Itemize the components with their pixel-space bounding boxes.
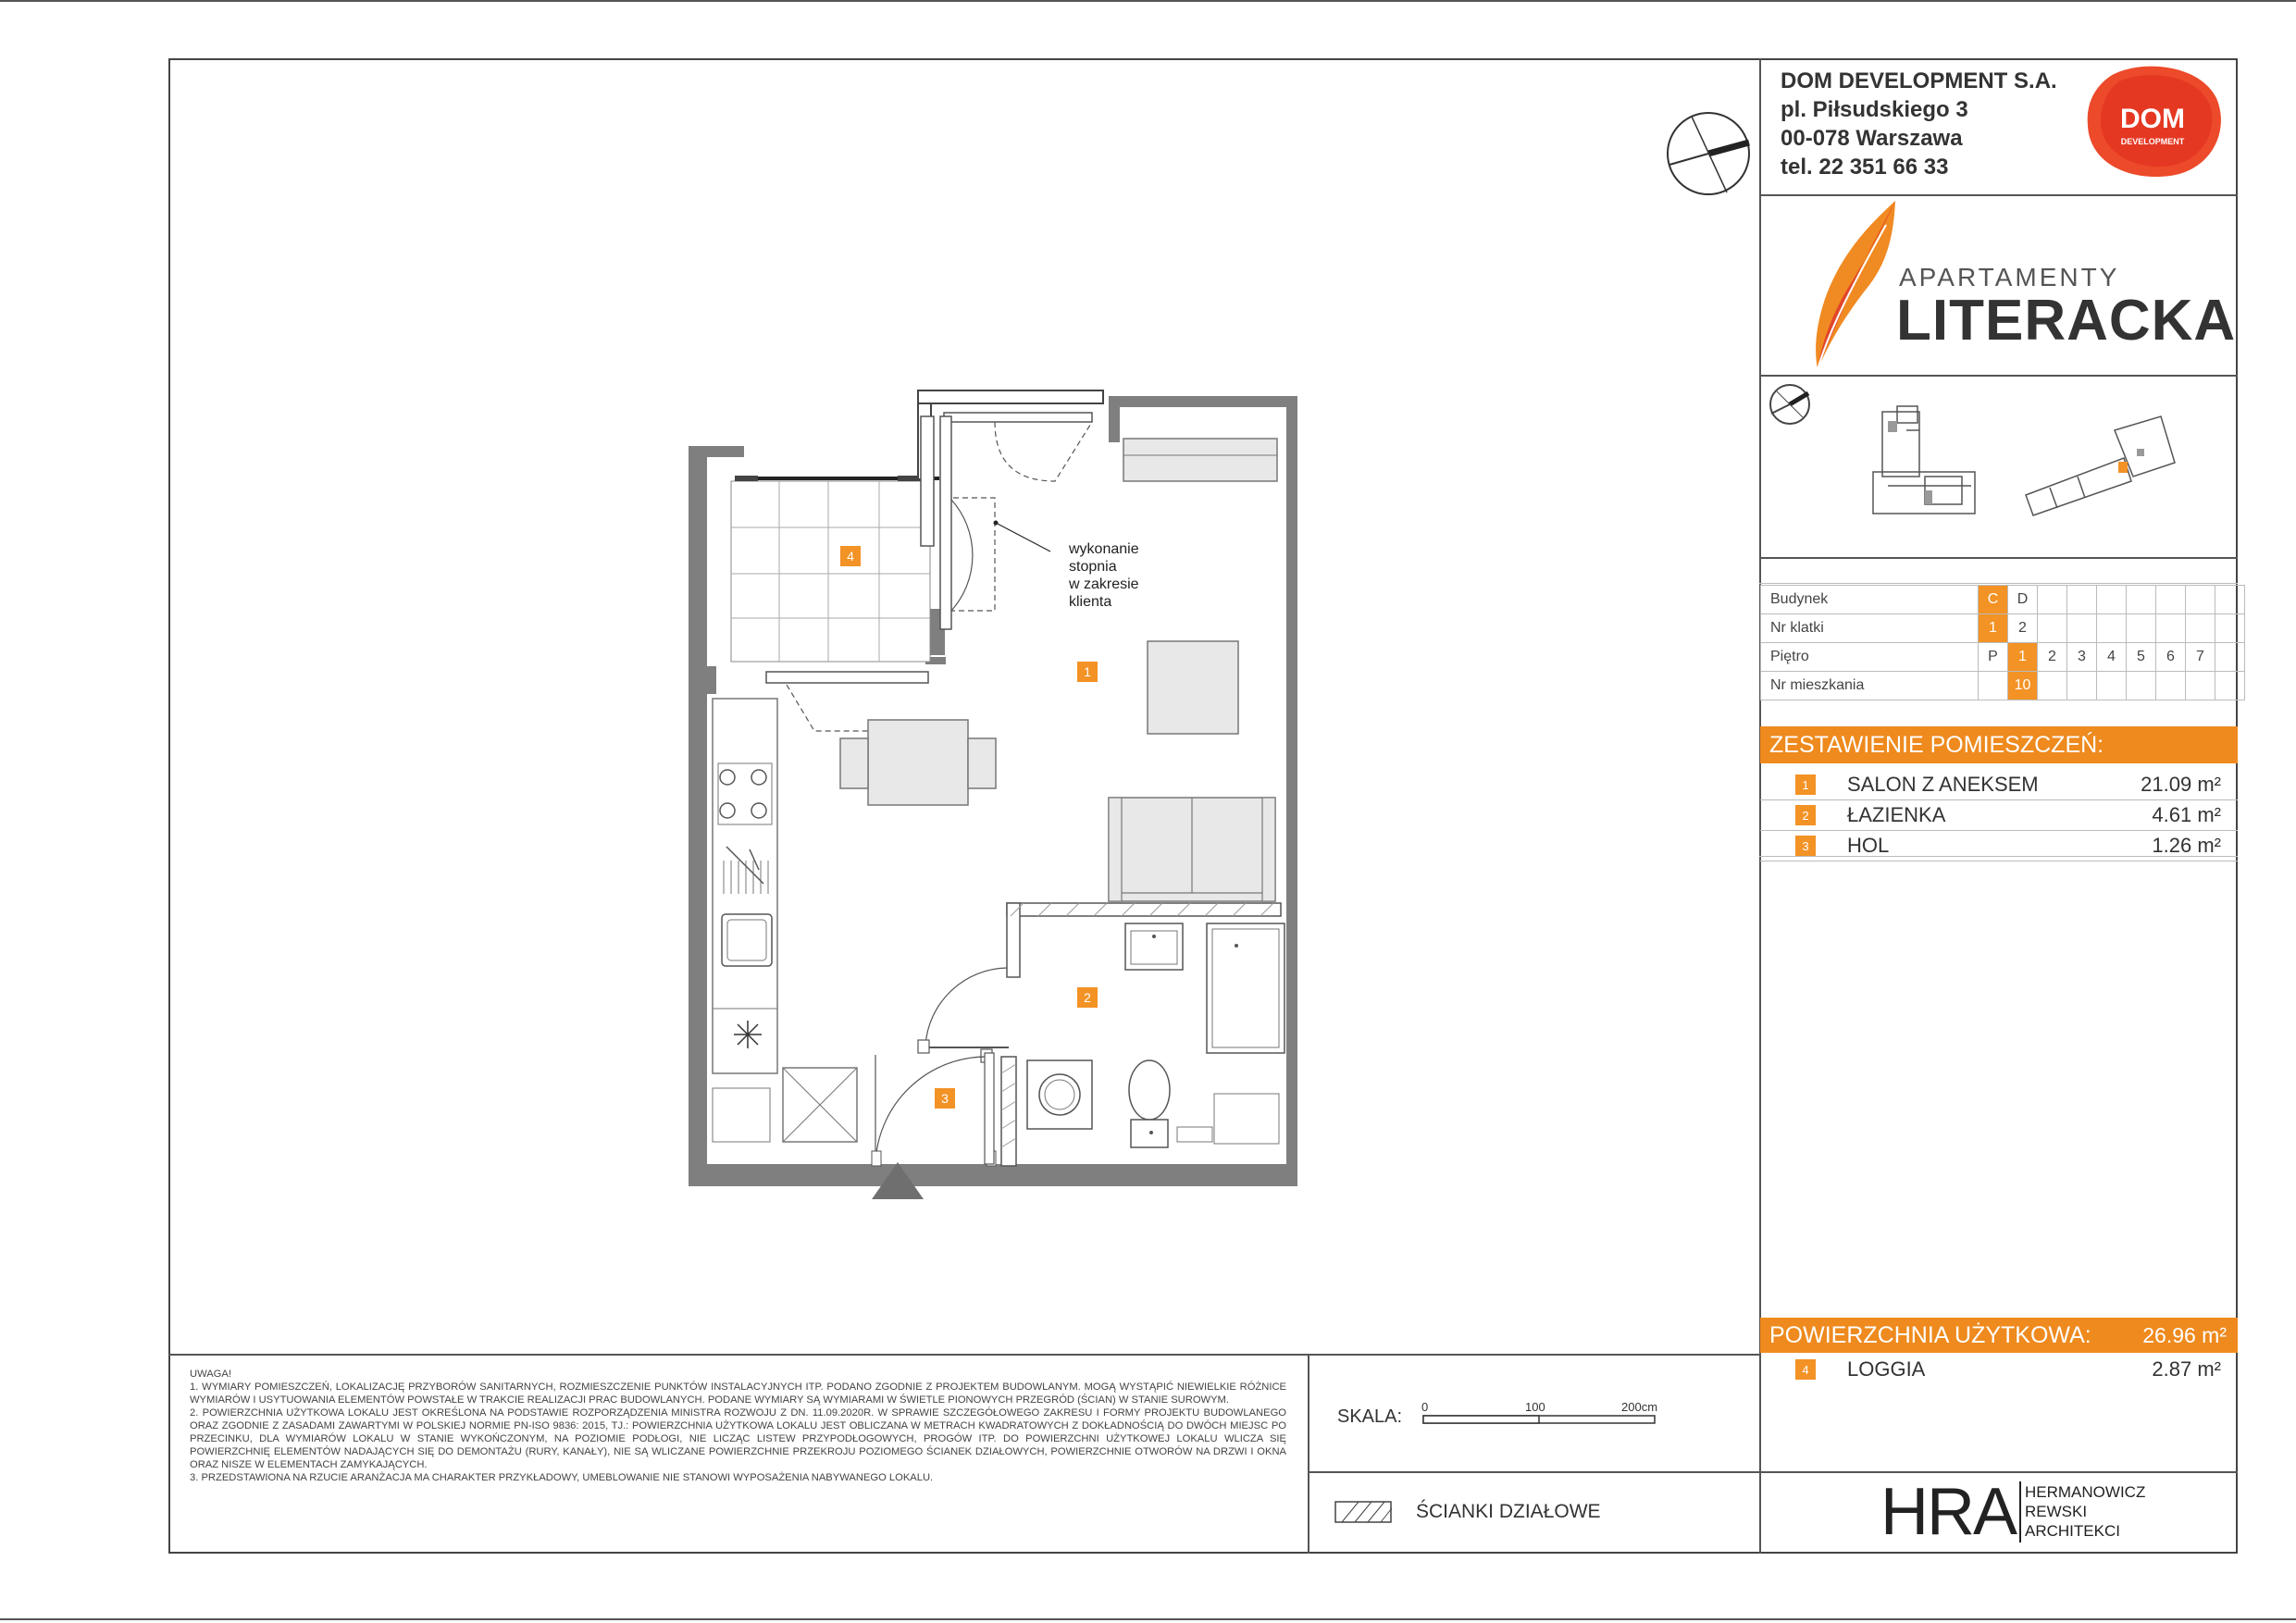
- floor-plan: [676, 379, 1333, 1212]
- info-cell: C: [1979, 586, 2008, 614]
- company-name: DOM DEVELOPMENT S.A.: [1781, 68, 2057, 93]
- architect-line1: HERMANOWICZ: [2025, 1483, 2146, 1501]
- info-cell: [2215, 672, 2245, 700]
- scale-tick: 100: [1525, 1400, 1545, 1414]
- info-cell: [2067, 586, 2097, 614]
- architect-names: [2025, 1482, 2145, 1541]
- info-cell: 1: [1979, 614, 2008, 643]
- room-number: 1: [1795, 774, 1816, 795]
- room-name: HOL: [1847, 834, 1890, 857]
- note-item: 3. PRZEDSTAWIONA NA RZUCIE ARANŻACJA MA CHARAKTER PRZYKŁADOWY, UMEBLOWANIE NIE STANOWI WYPOSAŻENIA NABYWANEGO LOKALU.: [190, 1472, 934, 1483]
- info-cell: [2127, 672, 2156, 700]
- info-cell: 3: [2067, 643, 2097, 672]
- info-cell: 2: [2008, 614, 2038, 643]
- usable-area-value: 26.96 m²: [2142, 1322, 2227, 1347]
- info-table-row: [1761, 643, 2245, 672]
- info-cell: [2067, 672, 2097, 700]
- info-row-label: Nr mieszkania: [1761, 672, 1979, 700]
- company-phone: tel. 22 351 66 33: [1781, 155, 1949, 180]
- room-number: 3: [1795, 836, 1816, 856]
- room-row: [1760, 800, 2238, 831]
- loggia-number: 4: [1795, 1359, 1816, 1380]
- info-cell: [2038, 586, 2067, 614]
- info-cell: [2215, 614, 2245, 643]
- company-city: 00-078 Warszawa: [1781, 126, 1963, 151]
- room-tag-4: 4: [840, 546, 861, 566]
- info-cell: [2156, 614, 2186, 643]
- notes-heading: UWAGA!: [190, 1369, 231, 1380]
- step-note-line: wykonanie: [1069, 541, 1139, 557]
- info-cell: [2215, 643, 2245, 672]
- room-tag-2: 2: [1077, 987, 1098, 1008]
- architect-line3: ARCHITEKCI: [2025, 1522, 2120, 1540]
- logo-text: DOM: [2120, 104, 2185, 134]
- info-cell: [2038, 672, 2067, 700]
- panel-line: [1759, 557, 2238, 559]
- info-cell: 4: [2097, 643, 2127, 672]
- info-cell: [2186, 586, 2215, 614]
- step-note-line: w zakresie: [1069, 576, 1139, 592]
- legend-label: ŚCIANKI DZIAŁOWE: [1416, 1501, 1601, 1522]
- info-cell: [2127, 614, 2156, 643]
- info-row-label: Nr klatki: [1761, 614, 1979, 643]
- info-cell: [2127, 586, 2156, 614]
- bottom-rule: [0, 1618, 2296, 1620]
- architect-line2: REWSKI: [2025, 1503, 2088, 1520]
- info-row-label: Piętro: [1761, 643, 1979, 672]
- compass-small-icon: [1768, 382, 1812, 427]
- notes-divider: [1308, 1354, 1309, 1554]
- info-cell: [2097, 586, 2127, 614]
- key-plan-building-d: [2022, 412, 2184, 523]
- info-cell: [2097, 672, 2127, 700]
- brand-line1: APARTAMENTY: [1899, 263, 2120, 291]
- loggia-name: LOGGIA: [1847, 1357, 1926, 1381]
- usable-area-band: [1760, 1318, 2238, 1353]
- scale-legend-divider: [1308, 1471, 1760, 1473]
- note-item: 1. WYMIARY POMIESZCZEŃ, LOKALIZACJĘ PRZYBORÓW SANITARNYCH, ROZMIESZCZENIE PUNKTÓW INSTALACYJNYCH ITP. PODANO ZGODNIE Z PROJEKTEM BUDOWLANYM. MOGĄ WYSTĄPIĆ NIEWIELKIE RÓŻNICE WYMIARÓW I USYTUOWANIA ELEMENTÓW POWSTAŁE W TRAKCIE REALIZACJI PRAC BUDOWLANYCH. PODANE WYMIARY SĄ WYMIARAMI W ŚWIETLE PIONOWYCH PRZEGRÓD (ŚCIAN) W STANIE SUROWYM.: [190, 1381, 1286, 1406]
- info-cell: [2186, 672, 2215, 700]
- info-cell: 6: [2156, 643, 2186, 672]
- compass-icon: [1664, 109, 1756, 202]
- step-note-line: stopnia: [1069, 559, 1117, 575]
- info-cell: 1: [2008, 643, 2038, 672]
- notes-block: [190, 1368, 1286, 1484]
- room-name: SALON Z ANEKSEM: [1847, 773, 2039, 796]
- info-table-row: [1761, 586, 2245, 614]
- usable-area-label: POWIERZCHNIA UŻYTKOWA:: [1769, 1321, 2091, 1348]
- info-cell: 5: [2127, 643, 2156, 672]
- apartment-info-table: [1760, 585, 2245, 700]
- room-area: 4.61 m²: [2152, 803, 2221, 826]
- info-cell: P: [1979, 643, 2008, 672]
- scale-tick: 200cm: [1621, 1400, 1658, 1414]
- loggia-area: 2.87 m²: [2152, 1357, 2221, 1381]
- scale-tick: 0: [1421, 1400, 1429, 1414]
- step-note: [1069, 540, 1139, 611]
- dom-development-logo: [2082, 61, 2226, 181]
- info-cell: [2156, 586, 2186, 614]
- info-cell: [2067, 614, 2097, 643]
- panel-line: [1759, 1471, 2238, 1473]
- hra-logo: HRA: [1880, 1475, 2017, 1549]
- info-cell: 10: [2008, 672, 2038, 700]
- info-table-row: [1761, 614, 2245, 643]
- company-block: [1781, 67, 2057, 181]
- panel-line: [1759, 583, 2238, 584]
- info-cell: [2097, 614, 2127, 643]
- info-cell: [2156, 672, 2186, 700]
- partition-wall-legend-icon: [1334, 1501, 1394, 1525]
- notes-top-line: [168, 1354, 1760, 1356]
- info-cell: [2215, 586, 2245, 614]
- step-note-line: klienta: [1069, 594, 1112, 610]
- note-item: 2. POWIERZCHNIA UŻYTKOWA LOKALU JEST OKREŚLONA NA PODSTAWIE ROZPORZĄDZENIA MINISTRA ROZWOJU Z DN. 11.09.2020R. W SPRAWIE SZCZEGÓŁOWEGO ZAKRESU I FORMY PROJEKTU BUDOWLANEGO ORAZ ZGODNIE Z ZASADAMI ZAWARTYMI W POLSKIEJ NORMIE PN-ISO 9836: 2015, TJ.: POWIERZCHNIA UŻYTKOWA LOKALU JEST OBLICZANA W METRACH KWADRATOWYCH Z DOKŁADNOŚCIĄ DO DWÓCH MIEJSC PO PRZECINKU, DLA WYMIARÓW LOKALU W STANIE WYKOŃCZONYM, NA POZIOMIE PODŁOGI, NIE LICZĄC LISTEW PRZYPODŁOGOWYCH, PROGÓW ITP. DO POWIERZCHNI UŻYTKOWEJ LOKALU WLICZA SIĘ POWIERZCHNIĘ ELEMENTÓW NADAJĄCYCH SIĘ DO DEMONTAŻU (RURY, KANAŁY), NIE SĄ WLICZANE POWIERZCHNIE PRZEKROJU POZIOMEGO ŚCIANEK DZIAŁOWYCH, POWIERZCHNIE OTWORÓW NA DRZWI I OKNA ORAZ NISZE W ELEMENTACH ZAMYKAJĄCYCH.: [190, 1407, 1286, 1470]
- info-cell: 2: [2038, 643, 2067, 672]
- room-name: ŁAZIENKA: [1847, 803, 1946, 826]
- scale-bar: [1416, 1397, 1675, 1434]
- room-area: 1.26 m²: [2152, 834, 2221, 857]
- info-cell: D: [2008, 586, 2038, 614]
- info-cell: [2186, 614, 2215, 643]
- room-row: [1760, 770, 2238, 800]
- feather-icon: [1805, 197, 1906, 373]
- top-rule: [0, 0, 2296, 2]
- company-street: pl. Piłsudskiego 3: [1781, 97, 1968, 122]
- room-area: 21.09 m²: [2141, 773, 2221, 796]
- room-tag-1: 1: [1077, 662, 1098, 682]
- room-tag-3: 3: [935, 1088, 955, 1109]
- info-cell: 7: [2186, 643, 2215, 672]
- panel-line: [1759, 194, 2238, 196]
- info-cell: [1979, 672, 2008, 700]
- key-plan-building-c: [1869, 403, 1985, 523]
- info-cell: [2038, 614, 2067, 643]
- room-row: [1760, 831, 2238, 861]
- brand-line2: LITERACKA: [1896, 289, 2237, 353]
- scale-label: SKALA:: [1337, 1406, 1403, 1427]
- hra-logo-divider: [2019, 1481, 2021, 1542]
- info-row-label: Budynek: [1761, 586, 1979, 614]
- loggia-row: [1760, 1355, 2238, 1384]
- panel-line: [1759, 375, 2238, 377]
- info-table-row: [1761, 672, 2245, 700]
- rooms-header: ZESTAWIENIE POMIESZCZEŃ:: [1760, 726, 2238, 763]
- rooms-list: [1760, 770, 2238, 861]
- logo-subtext: DEVELOPMENT: [2120, 137, 2185, 146]
- room-number: 2: [1795, 805, 1816, 825]
